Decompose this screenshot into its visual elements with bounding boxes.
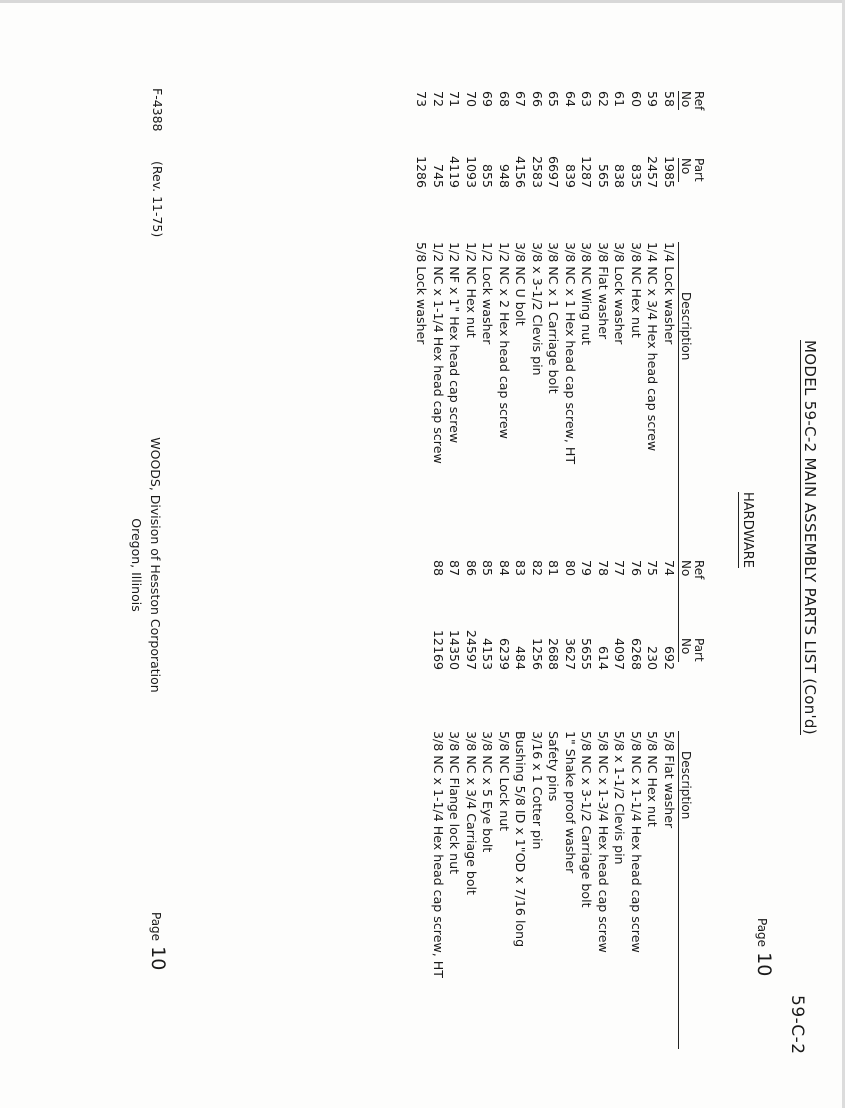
part-header-top: Part (692, 638, 706, 662)
table-cell-part: 3627 (563, 637, 578, 670)
table-cell-desc: 1" Shake proof washer (563, 731, 578, 874)
table-cell-part: 1286 (414, 155, 430, 188)
company-location: Oregon, Illinois (129, 518, 144, 612)
table-cell-desc: 3/8 Flat washer (596, 242, 611, 340)
company-block (127, 375, 165, 755)
table-cell-part: 745 (431, 163, 446, 188)
form-number: F-4388 (150, 88, 165, 132)
page-number: 10 (147, 946, 169, 971)
table-cell-ref: 68 (497, 91, 512, 108)
table-cell-desc: 5/8 NC x 3-1/2 Carriage bolt (579, 731, 595, 908)
table-cell-desc: 5/8 Lock washer (414, 242, 430, 345)
table-cell-part: 835 (629, 163, 644, 188)
table-cell-part: 948 (497, 163, 512, 188)
table-cell-ref: 76 (629, 560, 644, 577)
ref-header-top: Ref (692, 560, 706, 580)
table-cell-ref: 72 (431, 91, 446, 108)
table-cell-ref: 62 (596, 91, 611, 108)
table-cell-ref: 87 (447, 560, 463, 577)
table-cell-part: 614 (596, 645, 611, 670)
table-cell-part: 1985 (662, 155, 677, 188)
table-cell-desc: 5/8 NC x 1-3/4 Hex head cap screw (596, 731, 611, 953)
table-cell-ref: 78 (596, 560, 611, 577)
part-column (430, 625, 678, 670)
table-cell-desc: 1/4 Lock washer (662, 242, 677, 345)
table-cell-desc: Safety pins (546, 731, 562, 802)
page-indicator-bottom (147, 912, 169, 970)
table-cell-ref: 84 (497, 560, 512, 577)
table-cell-desc: 3/8 NC Hex nut (629, 242, 644, 338)
part-header (678, 158, 705, 182)
table-cell-part: 24597 (464, 629, 479, 670)
part-header (678, 638, 705, 662)
description-header-label: Description (678, 242, 692, 650)
table-cell-ref: 81 (546, 560, 562, 577)
table-cell-desc: 3/8 NC x 3/4 Carriage bolt (464, 731, 479, 895)
table-cell-part: 484 (513, 645, 529, 670)
part-header-bottom: No (678, 638, 692, 662)
page-title: MODEL 59-C-2 MAIN ASSEMBLY PARTS LIST (Con'd) (801, 340, 819, 735)
table-cell-ref: 66 (530, 91, 545, 108)
table-cell-part: 1256 (530, 637, 545, 670)
table-cell-desc: 5/8 NC Hex nut (645, 731, 661, 827)
table-cell-ref: 80 (563, 560, 578, 577)
table-cell-ref: 82 (530, 560, 545, 577)
table-cell-part: 2688 (546, 637, 562, 670)
page-label: Page (755, 918, 769, 948)
table-cell-ref: 69 (480, 91, 496, 108)
table-cell-part: 2457 (645, 155, 661, 188)
row-list (413, 91, 677, 107)
table-cell-part: 838 (612, 163, 628, 188)
table-cell-part: 6268 (629, 637, 644, 670)
table-cell-part: 6239 (497, 637, 512, 670)
table-cell-ref: 86 (464, 560, 479, 577)
table-cell-desc: 3/8 NC x 5 Eye bolt (480, 731, 496, 853)
table-cell-ref: 83 (513, 560, 529, 577)
table-cell-ref: 59 (645, 91, 661, 108)
table-cell-desc: 1/2 NC x 1-1/4 Hex head cap screw (431, 242, 446, 464)
table-cell-desc: 3/8 Lock washer (612, 242, 628, 345)
ref-header-bottom: No (678, 560, 692, 579)
ref-header-top: Ref (692, 91, 706, 111)
table-cell-desc: 1/2 Lock washer (480, 242, 496, 345)
description-column (430, 731, 678, 978)
table-cell-desc: 5/8 Flat washer (662, 731, 677, 829)
table-cell-ref: 74 (662, 560, 677, 577)
table-cell-desc: 3/8 NC x 1-1/4 Hex head cap screw, HT (431, 731, 446, 978)
table-cell-ref: 60 (629, 91, 644, 108)
table-cell-desc: 3/8 NC x 1 Hex head cap screw, HT (563, 242, 578, 465)
table-cell-desc: 3/8 NC Flange lock nut (447, 731, 463, 875)
table-cell-ref: 85 (480, 560, 496, 577)
table-cell-desc: 5/8 NC x 1-1/4 Hex head cap screw (629, 731, 644, 953)
part-column (413, 150, 677, 188)
page-indicator-top (753, 918, 775, 976)
table-cell-part: 12169 (431, 629, 446, 670)
table-cell-desc: 3/8 NC x 1 Carriage bolt (546, 242, 562, 394)
part-header-top: Part (692, 158, 706, 182)
table-cell-desc: 5/8 NC Lock nut (497, 731, 512, 832)
table-cell-ref: 58 (662, 91, 677, 108)
ref-header (678, 560, 705, 579)
table-cell-part: 5655 (579, 637, 595, 670)
table-cell-ref: 77 (612, 560, 628, 577)
table-cell-part: 230 (645, 645, 661, 670)
table-cell-desc: 1/2 NC x 2 Hex head cap screw (497, 242, 512, 439)
table-cell-part: 4097 (612, 637, 628, 670)
table-cell-ref: 70 (464, 91, 479, 108)
table-cell-desc: 1/4 NC x 3/4 Hex head cap screw (645, 242, 661, 452)
table-cell-part: 565 (596, 163, 611, 188)
table-cell-part: 2583 (530, 155, 545, 188)
ref-column (413, 91, 677, 107)
table-cell-part: 14350 (447, 629, 463, 670)
table-cell-ref: 71 (447, 91, 463, 108)
table-cell-ref: 63 (579, 91, 595, 108)
table-cell-desc: Bushing 5/8 ID x 1"OD x 7/16 long (513, 731, 529, 948)
description-header-label: Description (678, 731, 692, 1049)
page-label: Page (149, 912, 163, 942)
section-title: HARDWARE (740, 492, 755, 568)
table-cell-desc: 1/2 NC Hex nut (464, 242, 479, 338)
table-cell-part: 855 (480, 163, 496, 188)
table-cell-part: 692 (662, 645, 677, 670)
table-cell-desc: 1/2 NF x 1" Hex head cap screw (447, 242, 463, 444)
page-number: 10 (753, 952, 775, 977)
table-cell-part: 839 (563, 163, 578, 188)
table-cell-ref: 73 (414, 91, 430, 108)
part-header-bottom: No (678, 158, 692, 182)
document-id: 59-C-2 (787, 995, 807, 1055)
table-cell-desc: 3/16 x 1 Cotter pin (530, 731, 545, 850)
table-cell-desc: 3/8 NC U bolt (513, 242, 529, 326)
table-cell-ref: 64 (563, 91, 578, 108)
description-column (413, 242, 677, 464)
table-cell-part: 4153 (480, 637, 496, 670)
company-name: WOODS, Division of Hesston Corporation (148, 437, 163, 693)
table-cell-ref: 61 (612, 91, 628, 108)
revision-note: (Rev. 11-75) (150, 161, 165, 238)
table-cell-desc: 5/8 x 1-1/2 Clevis pin (612, 731, 628, 865)
table-cell-ref: 79 (579, 560, 595, 577)
ref-header-bottom: No (678, 91, 692, 110)
table-cell-part: 4156 (513, 155, 529, 188)
ref-column (430, 560, 678, 576)
table-cell-ref: 88 (431, 560, 446, 577)
table-cell-part: 4119 (447, 155, 463, 188)
table-cell-part: 1287 (579, 155, 595, 188)
table-cell-ref: 75 (645, 560, 661, 577)
table-cell-part: 6697 (546, 155, 562, 188)
table-cell-ref: 67 (513, 91, 529, 108)
ref-header (678, 91, 705, 110)
description-header (678, 242, 692, 650)
table-cell-part: 1093 (464, 155, 479, 188)
table-cell-desc: 3/8 NC Wing nut (579, 242, 595, 346)
description-header (678, 731, 692, 1049)
table-cell-ref: 65 (546, 91, 562, 108)
table-cell-desc: 3/8 x 3-1/2 Clevis pin (530, 242, 545, 376)
